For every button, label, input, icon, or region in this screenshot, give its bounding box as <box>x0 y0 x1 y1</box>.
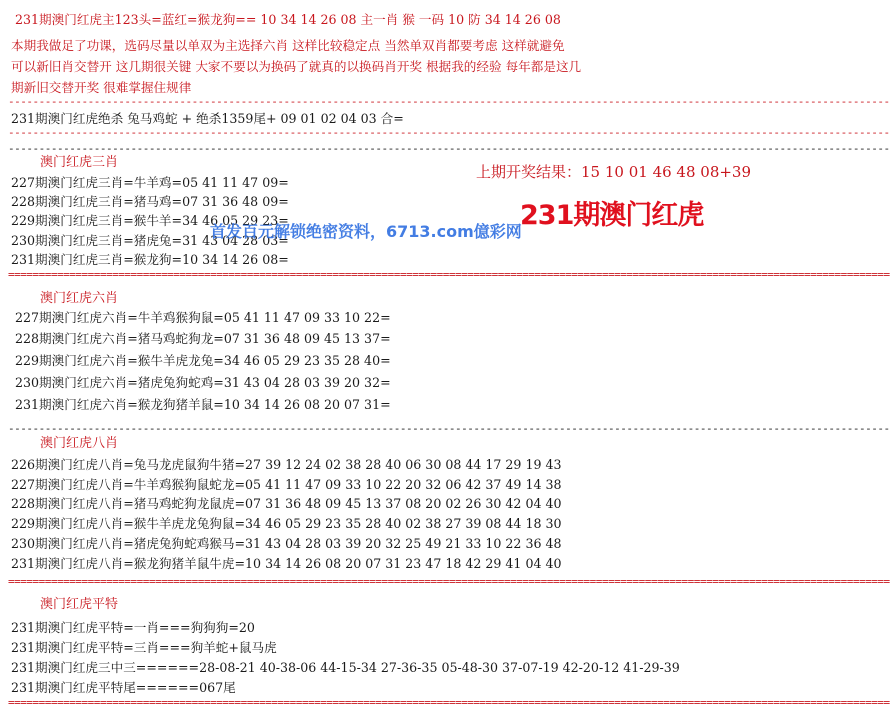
six-row: 229期澳门红虎六肖=猴牛羊虎龙兔=34 46 05 29 23 35 28 40= <box>15 353 391 368</box>
separator-dash: ------------------------------------------------------------------------------------------------------------------------------------------------ <box>8 95 890 108</box>
section-heading-flat: 澳门红虎平特 <box>40 597 119 612</box>
flat-row: 231期澳门红虎平特尾======067尾 <box>11 680 236 695</box>
three-row: 229期澳门红虎三肖=猴牛羊=34 46 05 29 23= <box>11 213 289 228</box>
six-row: 231期澳门红虎六肖=猴龙狗猪羊鼠=10 34 14 26 08 20 07 31= <box>15 397 391 412</box>
intro-line-2: 可以新旧肖交替开 这几期很关键 大家不要以为换码了就真的以换码肖开奖 根据我的经验 每年都是这几 <box>11 59 582 74</box>
flat-row: 231期澳门红虎平特=一肖===狗狗狗=20 <box>11 620 255 635</box>
separator-dash: ------------------------------------------------------------------------------------------------------------------------------------------------ <box>8 422 890 435</box>
big-title: 231期澳门红虎 <box>520 200 704 231</box>
three-row: 230期澳门红虎三肖=猪虎兔=31 43 04 28 03= <box>11 233 289 248</box>
separator-dash: ------------------------------------------------------------------------------------------------------------------------------------------------ <box>8 142 890 155</box>
watermark-text: 首发百元解锁绝密资料，6713.com億彩网 <box>210 222 522 241</box>
separator-dash: ------------------------------------------------------------------------------------------------------------------------------------------------ <box>8 126 890 139</box>
three-row: 231期澳门红虎三肖=猴龙狗=10 34 14 26 08= <box>11 252 289 267</box>
flat-row: 231期澳门红虎平特=三肖===狗羊蛇+鼠马虎 <box>11 640 277 655</box>
intro-line-1: 本期我做足了功课，选码尽量以单双为主选择六肖 这样比较稳定点 当然单双肖都要考虑 这样就避免 <box>11 38 565 53</box>
section-heading-six: 澳门红虎六肖 <box>40 291 119 306</box>
flat-row: 231期澳门红虎三中三======28-08-21 40-38-06 44-15-34 27-36-35 05-48-30 37-07-19 42-20-12 41-29-39 <box>11 660 680 675</box>
eight-row: 228期澳门红虎八肖=猪马鸡蛇狗龙鼠虎=07 31 36 48 09 45 13 37 08 20 02 26 30 42 04 40 <box>11 496 562 511</box>
separator-eq: ================================================================================================================================================ <box>8 696 890 709</box>
eight-row: 227期澳门红虎八肖=牛羊鸡猴狗鼠蛇龙=05 41 11 47 09 33 10 22 20 32 06 42 37 49 14 38 <box>11 477 562 492</box>
eight-row: 226期澳门红虎八肖=兔马龙虎鼠狗牛猪=27 39 12 24 02 38 28 40 06 30 08 44 17 29 19 43 <box>11 457 562 472</box>
six-row: 227期澳门红虎六肖=牛羊鸡猴狗鼠=05 41 11 47 09 33 10 22= <box>15 310 391 325</box>
six-row: 228期澳门红虎六肖=猪马鸡蛇狗龙=07 31 36 48 09 45 13 37= <box>15 331 391 346</box>
three-row: 228期澳门红虎三肖=猪马鸡=07 31 36 48 09= <box>11 194 289 209</box>
section-heading-eight: 澳门红虎八肖 <box>40 436 119 451</box>
eight-row: 231期澳门红虎八肖=猴龙狗猪羊鼠牛虎=10 34 14 26 08 20 07 31 23 47 18 42 29 41 04 40 <box>11 556 562 571</box>
six-row: 230期澳门红虎六肖=猪虎兔狗蛇鸡=31 43 04 28 03 39 20 32= <box>15 375 391 390</box>
header-line: 231期澳门红虎主123头=蓝红=猴龙狗== 10 34 14 26 08 主一肖 猴 一码 10 防 34 14 26 08 <box>15 12 561 27</box>
kill-line: 231期澳门红虎绝杀 兔马鸡蛇 + 绝杀1359尾+ 09 01 02 04 03 合= <box>11 111 404 126</box>
three-row: 227期澳门红虎三肖=牛羊鸡=05 41 11 47 09= <box>11 175 289 190</box>
separator-eq: ================================================================================================================================================ <box>8 268 890 281</box>
intro-line-3: 期新旧交替开奖 很难掌握住规律 <box>11 80 192 95</box>
section-heading-three: 澳门红虎三肖 <box>40 155 119 170</box>
separator-eq: ================================================================================================================================================ <box>8 575 890 588</box>
eight-row: 230期澳门红虎八肖=猪虎兔狗蛇鸡猴马=31 43 04 28 03 39 20 32 25 49 21 33 10 22 36 48 <box>11 536 562 551</box>
last-draw-result: 上期开奖结果：15 10 01 46 48 08+39 <box>476 163 752 181</box>
eight-row: 229期澳门红虎八肖=猴牛羊虎龙兔狗鼠=34 46 05 29 23 35 28 40 02 38 27 39 08 44 18 30 <box>11 516 562 531</box>
